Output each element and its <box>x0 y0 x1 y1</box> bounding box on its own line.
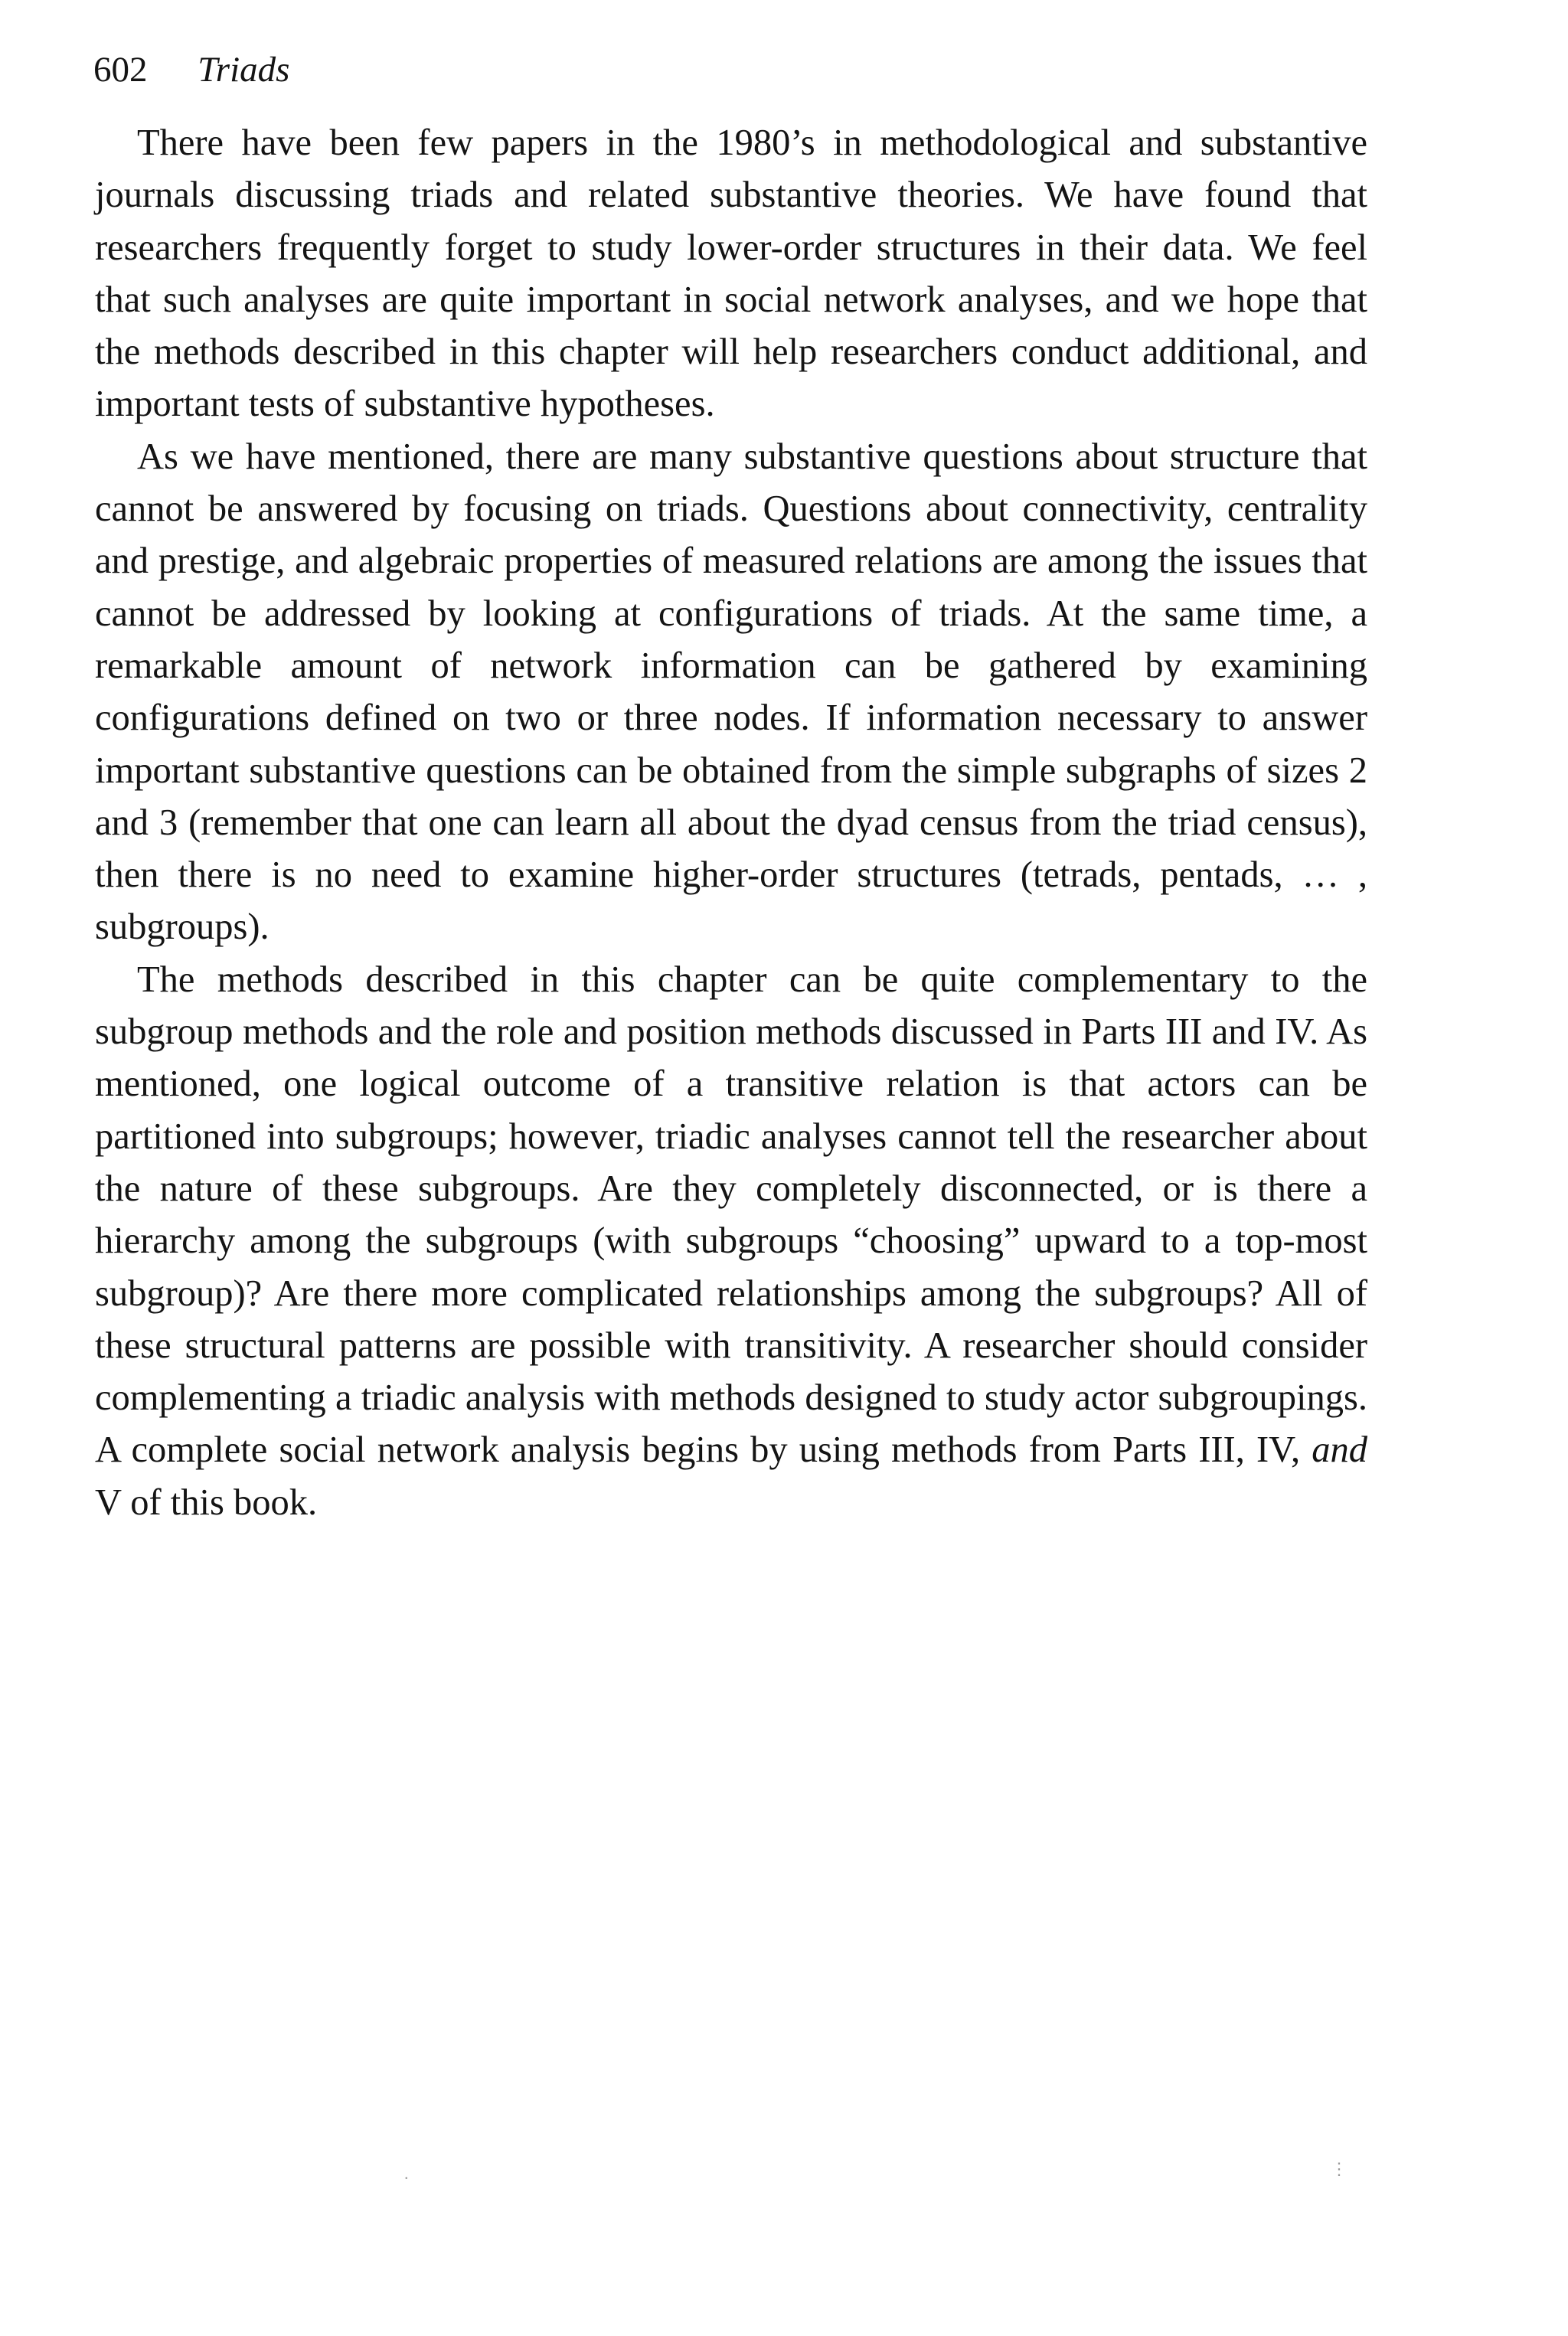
page-number: 602 <box>93 50 148 90</box>
paragraph-1: There have been few papers in the 1980’s in methodological and substantive journals discussing triads and related substantive theories. We have found that researchers frequently forget to study lower-order structures in their data. We feel that such analyses are quite important in social network analyses, and we hope that the methods described in this chapter will help researchers conduct additional, and important tests of substantive hypotheses. <box>95 123 1367 425</box>
scan-mark-right: ⋮ <box>1331 2159 1348 2178</box>
paragraph-3 <box>95 954 1367 1529</box>
paragraph-3-text: The methods described in this chapter can be quite complementary to the subgroup methods and the role and position methods discussed in Parts III and IV. As mentioned, one logical outcome of a transitive relation is that actors can be partitioned into subgroups; however, triadic analyses cannot tell the researcher about the nature of these subgroups. Are they completely disconnected, or is there a hierarchy among the subgroups (with subgroups “choosing” upward to a top-most subgroup)? Are there more complicated relationships among the subgroups? All of these structural patterns are possible with transitivity. A researcher should consider complementing a triadic analysis with methods designed to study actor subgroupings. A complete social network analysis begins by using methods from Parts III, IV, <box>95 959 1367 1471</box>
paragraph-2: As we have mentioned, there are many substantive questions about structure that cannot be answered by focusing on triads. Questions about connectivity, centrality and prestige, and algebraic properties of measured relations are among the issues that cannot be addressed by looking at configurations of triads. At the same time, a remarkable amount of network information can be gathered by examining configurations defined on two or three nodes. If information necessary to answer important substantive questions can be obtained from the simple subgraphs of sizes 2 and 3 (remember that one can learn all about the dyad census from the triad census), then there is no need to examine higher-order structures (tetrads, pentads, … , subgroups). <box>95 436 1367 948</box>
paragraph-3-emphasis: and <box>1312 1429 1368 1471</box>
paragraph-3-tail: V of this book. <box>95 1482 318 1523</box>
section-title: Triads <box>198 50 290 90</box>
running-head <box>93 43 289 96</box>
body-text <box>95 117 1367 1529</box>
scan-mark-left: . <box>404 2164 409 2183</box>
